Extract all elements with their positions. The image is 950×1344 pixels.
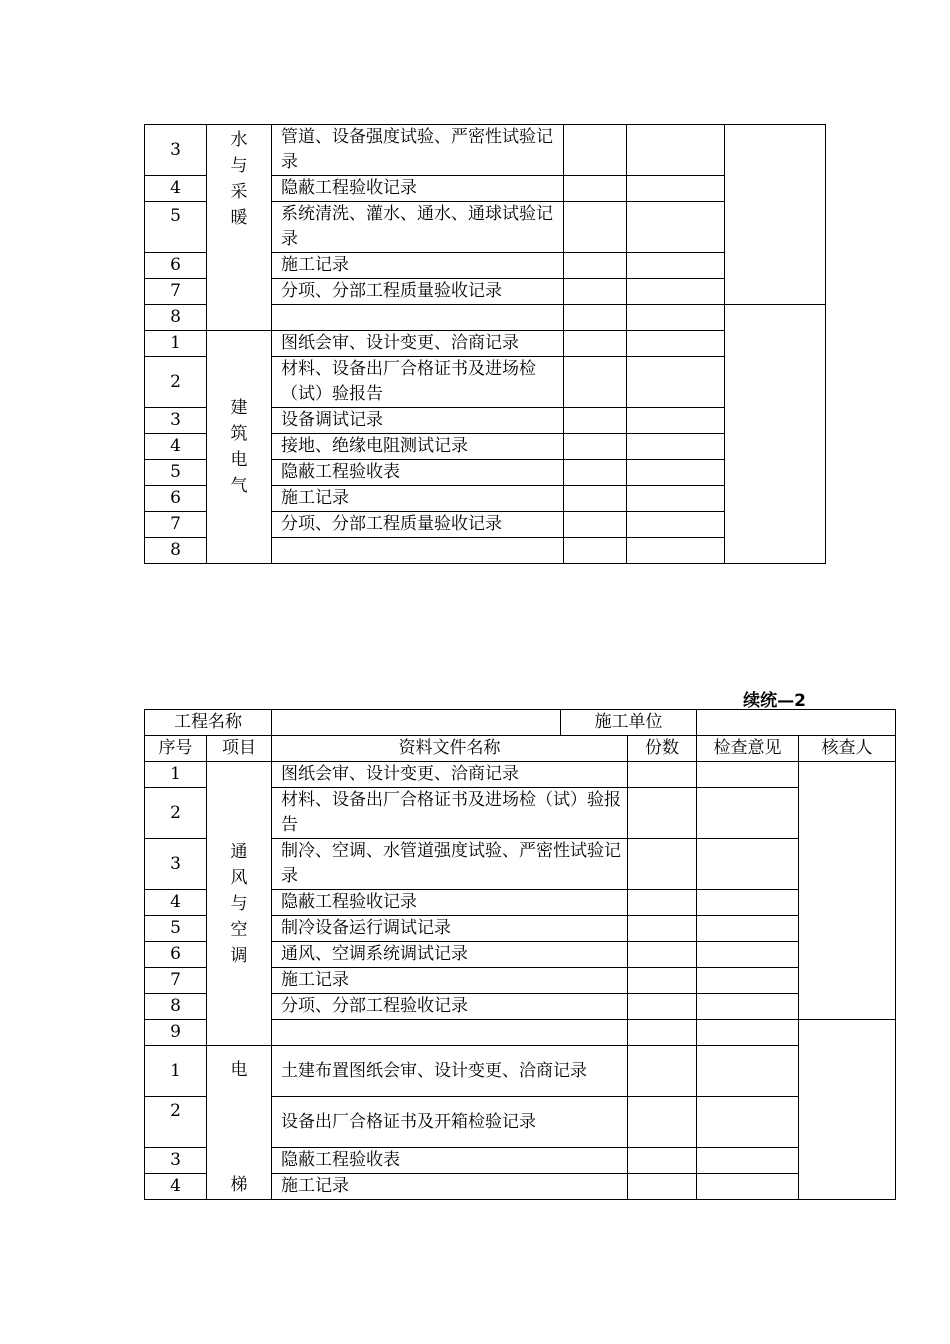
document-name: 管道、设备强度试验、严密性试验记录 — [272, 125, 564, 176]
header-checker: 核查人 — [799, 736, 896, 762]
copies-cell[interactable] — [564, 305, 627, 331]
document-name: 设备出厂合格证书及开箱检验记录 — [272, 1097, 628, 1148]
document-name: 分项、分部工程质量验收记录 — [272, 279, 564, 305]
document-name: 施工记录 — [272, 1174, 628, 1200]
header-opinion: 检查意见 — [697, 736, 799, 762]
opinion-cell[interactable] — [697, 968, 799, 994]
opinion-cell[interactable] — [697, 788, 799, 839]
document-name: 隐蔽工程验收表 — [272, 460, 564, 486]
checker-cell[interactable] — [799, 762, 896, 1020]
document-name: 制冷、空调、水管道强度试验、严密性试验记录 — [272, 839, 628, 890]
row-number: 2 — [145, 788, 207, 839]
copies-cell[interactable] — [628, 916, 697, 942]
copies-cell[interactable] — [564, 357, 627, 408]
row-number: 7 — [145, 279, 207, 305]
category-elevator — [207, 1046, 272, 1200]
opinion-cell[interactable] — [697, 839, 799, 890]
document-name: 图纸会审、设计变更、洽商记录 — [272, 331, 564, 357]
opinion-cell[interactable] — [697, 942, 799, 968]
category-plumbing-heating: 水与采暖 — [207, 125, 272, 331]
copies-cell[interactable] — [564, 279, 627, 305]
opinion-cell[interactable] — [697, 1020, 799, 1046]
copies-cell[interactable] — [628, 1020, 697, 1046]
document-name — [272, 1020, 628, 1046]
row-number: 4 — [145, 434, 207, 460]
copies-cell[interactable] — [564, 512, 627, 538]
copies-cell[interactable] — [628, 890, 697, 916]
opinion-cell[interactable] — [627, 331, 725, 357]
row-number: 8 — [145, 994, 207, 1020]
copies-cell[interactable] — [628, 1097, 697, 1148]
document-name: 土建布置图纸会审、设计变更、洽商记录 — [272, 1046, 628, 1097]
opinion-cell[interactable] — [627, 538, 725, 564]
document-name: 分项、分部工程验收记录 — [272, 994, 628, 1020]
document-name — [272, 305, 564, 331]
opinion-cell[interactable] — [627, 357, 725, 408]
row-number: 5 — [145, 916, 207, 942]
row-number: 5 — [145, 202, 207, 253]
copies-cell[interactable] — [564, 486, 627, 512]
copies-cell[interactable] — [628, 839, 697, 890]
document-name: 图纸会审、设计变更、洽商记录 — [272, 762, 628, 788]
table-row — [145, 125, 826, 176]
checker-cell[interactable] — [725, 125, 826, 305]
document-name: 隐蔽工程验收记录 — [272, 890, 628, 916]
contractor-field[interactable] — [697, 710, 896, 736]
row-number: 3 — [145, 408, 207, 434]
row-number: 1 — [145, 762, 207, 788]
document-name: 材料、设备出厂合格证书及进场检（试）验报告 — [272, 788, 628, 839]
copies-cell[interactable] — [564, 460, 627, 486]
row-number: 2 — [145, 1097, 207, 1148]
copies-cell[interactable] — [628, 1148, 697, 1174]
header-doc-name: 资料文件名称 — [272, 736, 628, 762]
opinion-cell[interactable] — [627, 279, 725, 305]
opinion-cell[interactable] — [627, 253, 725, 279]
project-info-row — [145, 710, 896, 736]
project-name-label: 工程名称 — [145, 710, 272, 736]
checker-cell[interactable] — [725, 305, 826, 564]
header-copies: 份数 — [628, 736, 697, 762]
copies-cell[interactable] — [564, 434, 627, 460]
document-name: 系统清洗、灌水、通水、通球试验记录 — [272, 202, 564, 253]
copies-cell[interactable] — [564, 125, 627, 176]
checker-cell[interactable] — [799, 1020, 896, 1200]
document-name: 通风、空调系统调试记录 — [272, 942, 628, 968]
row-number: 1 — [145, 1046, 207, 1097]
document-name: 施工记录 — [272, 253, 564, 279]
document-name: 材料、设备出厂合格证书及进场检（试）验报告 — [272, 357, 564, 408]
category-elevator-top: 电 — [230, 1060, 248, 1080]
category-building-electrical: 建筑电气 — [207, 331, 272, 564]
document-name: 施工记录 — [272, 968, 628, 994]
copies-cell[interactable] — [628, 942, 697, 968]
row-number: 6 — [145, 486, 207, 512]
row-number: 4 — [145, 890, 207, 916]
header-item: 项目 — [207, 736, 272, 762]
row-number: 7 — [145, 968, 207, 994]
opinion-cell[interactable] — [627, 460, 725, 486]
opinion-cell[interactable] — [627, 202, 725, 253]
table-row — [145, 331, 826, 357]
row-number: 7 — [145, 512, 207, 538]
copies-cell[interactable] — [628, 762, 697, 788]
row-number: 9 — [145, 1020, 207, 1046]
opinion-cell[interactable] — [697, 916, 799, 942]
header-no: 序号 — [145, 736, 207, 762]
opinion-cell[interactable] — [697, 1097, 799, 1148]
copies-cell[interactable] — [564, 408, 627, 434]
document-name: 设备调试记录 — [272, 408, 564, 434]
opinion-cell[interactable] — [697, 890, 799, 916]
row-number: 3 — [145, 1148, 207, 1174]
copies-cell[interactable] — [628, 788, 697, 839]
row-number: 4 — [145, 176, 207, 202]
opinion-cell[interactable] — [627, 486, 725, 512]
document-name: 分项、分部工程质量验收记录 — [272, 512, 564, 538]
copies-cell[interactable] — [564, 331, 627, 357]
document-name: 隐蔽工程验收表 — [272, 1148, 628, 1174]
row-number: 1 — [145, 331, 207, 357]
document-name: 施工记录 — [272, 486, 564, 512]
opinion-cell[interactable] — [627, 512, 725, 538]
records-table-2 — [144, 709, 896, 1200]
opinion-cell[interactable] — [627, 125, 725, 176]
row-number: 3 — [145, 839, 207, 890]
opinion-cell[interactable] — [697, 762, 799, 788]
opinion-cell[interactable] — [697, 994, 799, 1020]
document-name: 接地、绝缘电阻测试记录 — [272, 434, 564, 460]
table-subtitle: 续统—2 — [743, 691, 806, 711]
document-name: 隐蔽工程验收记录 — [272, 176, 564, 202]
copies-cell[interactable] — [628, 1174, 697, 1200]
row-number: 2 — [145, 357, 207, 408]
row-number: 8 — [145, 305, 207, 331]
opinion-cell[interactable] — [627, 434, 725, 460]
copies-cell[interactable] — [628, 994, 697, 1020]
project-name-field[interactable] — [272, 710, 561, 736]
copies-cell[interactable] — [628, 1046, 697, 1097]
records-table-continued — [144, 124, 826, 564]
row-number: 8 — [145, 538, 207, 564]
opinion-cell[interactable] — [697, 1046, 799, 1097]
opinion-cell[interactable] — [627, 408, 725, 434]
table-row — [145, 1046, 896, 1097]
row-number: 3 — [145, 125, 207, 176]
opinion-cell[interactable] — [627, 305, 725, 331]
opinion-cell[interactable] — [627, 176, 725, 202]
copies-cell[interactable] — [628, 968, 697, 994]
opinion-cell[interactable] — [697, 1148, 799, 1174]
copies-cell[interactable] — [564, 253, 627, 279]
contractor-label: 施工单位 — [561, 710, 697, 736]
row-number: 5 — [145, 460, 207, 486]
category-ventilation-ac: 通风与空调 — [207, 762, 272, 1046]
document-name — [272, 538, 564, 564]
category-elevator-bottom: 梯 — [230, 1175, 248, 1195]
table-row — [145, 762, 896, 788]
header-row — [145, 736, 896, 762]
document-name: 制冷设备运行调试记录 — [272, 916, 628, 942]
row-number: 6 — [145, 253, 207, 279]
copies-cell[interactable] — [564, 538, 627, 564]
row-number: 6 — [145, 942, 207, 968]
copies-cell[interactable] — [564, 176, 627, 202]
row-number: 4 — [145, 1174, 207, 1200]
copies-cell[interactable] — [564, 202, 627, 253]
opinion-cell[interactable] — [697, 1174, 799, 1200]
